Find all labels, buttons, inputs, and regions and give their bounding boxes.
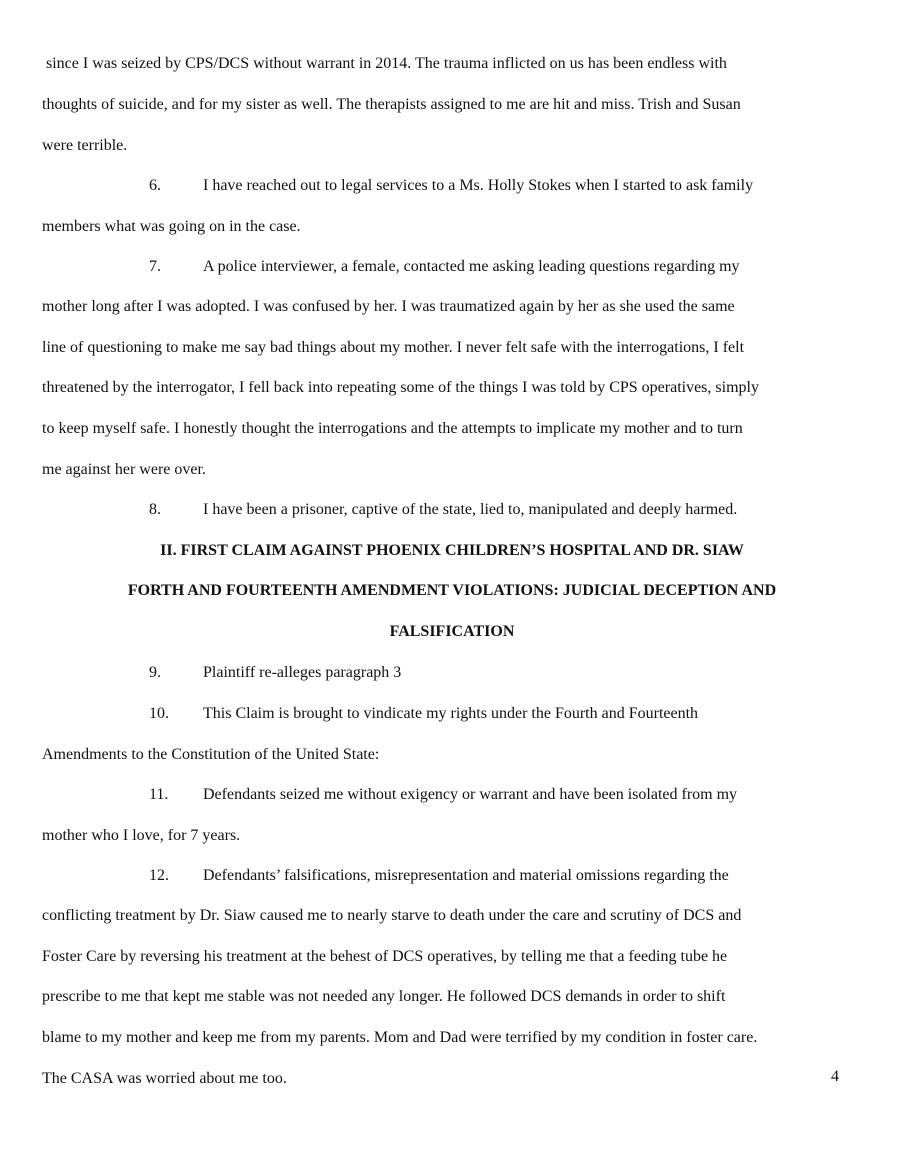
body-line: thoughts of suicide, and for my sister as well. The therapists assigned to me are hit and miss. Trish and Susan — [42, 96, 741, 113]
body-line: The CASA was worried about me too. — [42, 1070, 287, 1087]
body-line: Foster Care by reversing his treatment at the behest of DCS operatives, by telling me that a feeding tube he — [42, 948, 728, 965]
paragraph-number: 7. — [149, 258, 161, 275]
section-heading-line-1: II. FIRST CLAIM AGAINST PHOENIX CHILDREN’S HOSPITAL AND DR. SIAW — [160, 542, 744, 559]
paragraph-first-line: Plaintiff re-alleges paragraph 3 — [203, 664, 402, 681]
paragraph-number: 8. — [149, 501, 161, 518]
paragraph-number: 11. — [149, 786, 169, 803]
paragraph-first-line: I have been a prisoner, captive of the state, lied to, manipulated and deeply harmed. — [203, 501, 738, 518]
body-line: conflicting treatment by Dr. Siaw caused me to nearly starve to death under the care and scrutiny of DCS and — [42, 907, 742, 924]
body-line: Amendments to the Constitution of the United State: — [42, 746, 380, 763]
paragraph-number: 10. — [149, 705, 169, 722]
paragraph-number: 6. — [149, 177, 161, 194]
paragraph-first-line: Defendants seized me without exigency or warrant and have been isolated from my — [203, 786, 738, 803]
paragraph-first-line: Defendants’ falsifications, misrepresentation and material omissions regarding the — [203, 867, 729, 884]
body-line: me against her were over. — [42, 461, 206, 478]
body-line: to keep myself safe. I honestly thought the interrogations and the attempts to implicate my mother and to turn — [42, 420, 743, 437]
body-line: mother who I love, for 7 years. — [42, 827, 241, 844]
paragraph-first-line: I have reached out to legal services to a Ms. Holly Stokes when I started to ask family — [203, 177, 754, 194]
body-line: line of questioning to make me say bad things about my mother. I never felt safe with the interrogations, I felt — [42, 339, 745, 356]
paragraph-number: 12. — [149, 867, 169, 884]
page-number: 4 — [831, 1068, 839, 1085]
body-line: threatened by the interrogator, I fell back into repeating some of the things I was told by CPS operatives, simply — [42, 379, 759, 396]
body-line: blame to my mother and keep me from my parents. Mom and Dad were terrified by my condition in foster care. — [42, 1029, 758, 1046]
body-line: members what was going on in the case. — [42, 218, 301, 235]
paragraph-first-line: This Claim is brought to vindicate my rights under the Fourth and Fourteenth — [203, 705, 699, 722]
paragraph-number: 9. — [149, 664, 161, 681]
body-line: since I was seized by CPS/DCS without warrant in 2014. The trauma inflicted on us has been endless with — [46, 55, 727, 72]
body-line: prescribe to me that kept me stable was not needed any longer. He followed DCS demands in order to shift — [42, 988, 726, 1005]
section-heading-line-3: FALSIFICATION — [389, 623, 515, 640]
body-line: mother long after I was adopted. I was confused by her. I was traumatized again by her as she used the same — [42, 298, 735, 315]
section-heading-line-2: FORTH AND FOURTEENTH AMENDMENT VIOLATIONS: JUDICIAL DECEPTION AND — [127, 582, 777, 599]
paragraph-first-line: A police interviewer, a female, contacted me asking leading questions regarding my — [203, 258, 740, 275]
body-line: were terrible. — [42, 137, 128, 154]
